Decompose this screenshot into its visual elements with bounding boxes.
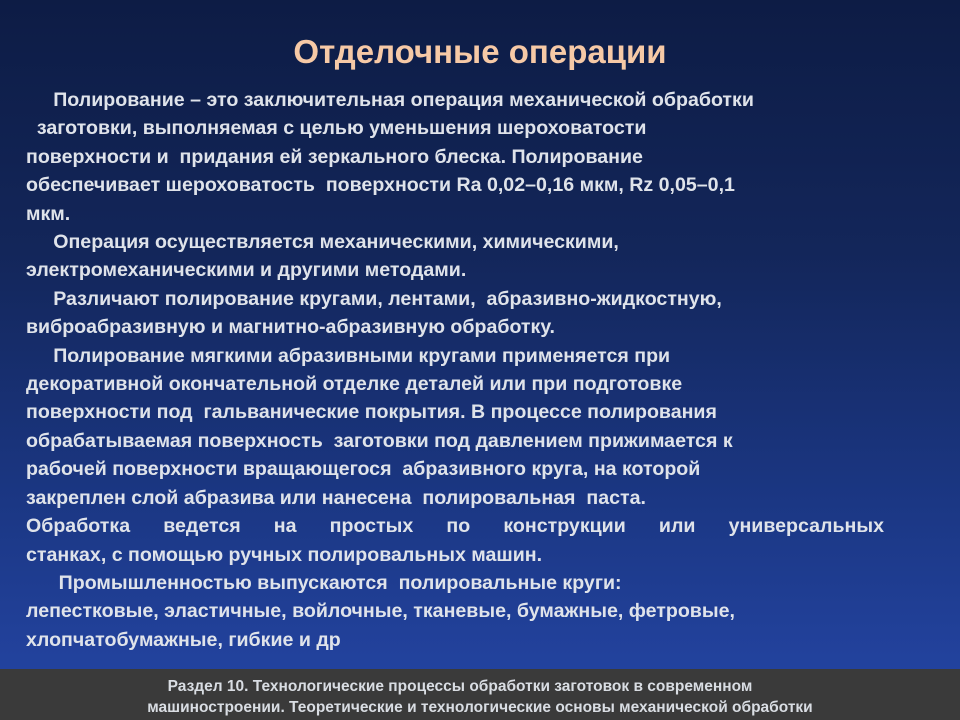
- body-line: Промышленностью выпускаются полировальные круги:: [26, 571, 622, 594]
- body-line: Различают полирование кругами, лентами, абразивно-жидкостную,: [26, 287, 722, 310]
- footer-bar: [0, 669, 960, 720]
- body-line: Полирование – это заключительная операция механической обработки: [26, 89, 754, 111]
- slide-body: [26, 86, 936, 654]
- footer-text-line-1: Раздел 10. Технологические процессы обработки заготовок в современном: [167, 678, 753, 695]
- body-line: обеспечивает шероховатость поверхности Ra 0,02–0,16 мкм, Rz 0,05–0,1: [26, 174, 735, 197]
- footer-text-line-2: машиностроении. Теоретические и технологические основы механической обработки: [147, 699, 813, 716]
- body-line: мкм.: [26, 202, 71, 225]
- body-line: декоративной окончательной отделке деталей или при подготовке: [26, 373, 683, 396]
- body-line: лепестковые, эластичные, войлочные, тканевые, бумажные, фетровые,: [26, 600, 735, 623]
- body-line: Полирование мягкими абразивными кругами применяется при: [26, 344, 671, 367]
- body-line: станках, с помощью ручных полировальных машин.: [26, 543, 543, 566]
- body-line: заготовки, выполняемая с целью уменьшения шероховатости: [26, 117, 647, 140]
- body-line: Операция осуществляется механическими, химическими,: [26, 231, 619, 254]
- body-line: обрабатываемая поверхность заготовки под давлением прижимается к: [26, 429, 733, 452]
- body-line: электромеханическими и другими методами.: [26, 259, 467, 282]
- body-line: закреплен слой абразива или нанесена полировальная паста.: [26, 486, 646, 509]
- body-line: поверхности и придания ей зеркального блеска. Полирование: [26, 145, 643, 168]
- body-line: Обработка ведется на простых по конструкции или универсальных: [26, 515, 884, 538]
- body-line: рабочей поверхности вращающегося абразивного круга, на которой: [26, 458, 701, 481]
- body-line: хлопчатобумажные, гибкие и др: [26, 628, 341, 651]
- body-line: поверхности под гальванические покрытия. В процессе полирования: [26, 401, 717, 424]
- slide-title: Отделочные операции: [293, 33, 667, 70]
- body-line: виброабразивную и магнитно-абразивную обработку.: [26, 316, 555, 339]
